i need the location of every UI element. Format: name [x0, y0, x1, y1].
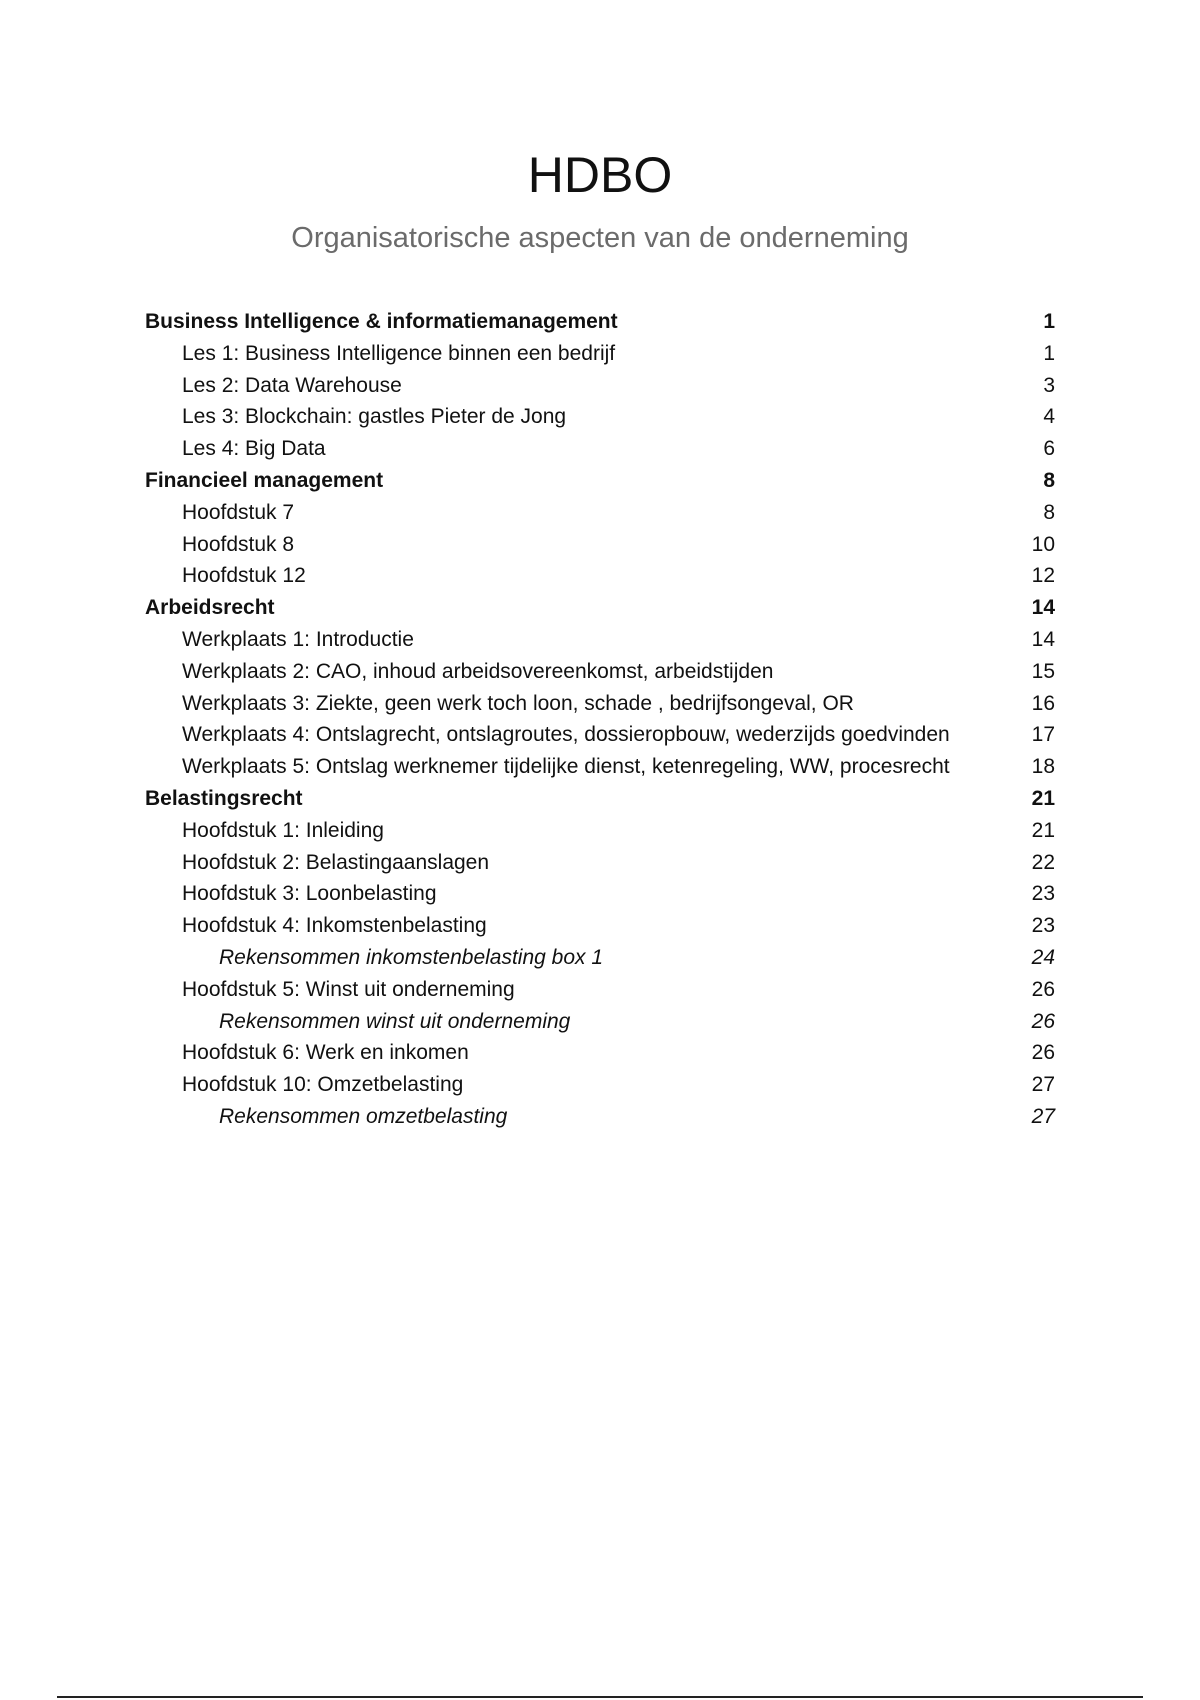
toc-entry-page-number: 1 — [1043, 341, 1055, 365]
toc-entry-level-2[interactable] — [145, 529, 1055, 561]
toc-entry-level-3[interactable] — [145, 1101, 1055, 1133]
toc-entry-page-number: 8 — [1043, 500, 1055, 524]
toc-entry-level-2[interactable] — [145, 560, 1055, 592]
toc-entry-label[interactable]: Les 3: Blockchain: gastles Pieter de Jong — [182, 405, 567, 429]
document-subtitle: Organisatorische aspecten van de onderneming — [291, 222, 909, 254]
toc-entry-page-number: 4 — [1043, 405, 1055, 429]
toc-entry-page-number: 27 — [1031, 1104, 1055, 1128]
toc-entry-page-number: 26 — [1031, 977, 1055, 1001]
toc-entry-page-number: 14 — [1031, 627, 1055, 651]
document-title: HDBO — [527, 147, 673, 203]
toc-entry-label[interactable]: Belastingsrecht — [145, 786, 303, 810]
toc-entry-page-number: 12 — [1031, 564, 1055, 588]
toc-entry-level-2[interactable] — [145, 847, 1055, 879]
toc-entry-level-2[interactable] — [145, 719, 1055, 751]
toc-entry-page-number: 23 — [1031, 882, 1055, 906]
toc-entry-level-3[interactable] — [145, 942, 1055, 974]
toc-entry-level-2[interactable] — [145, 878, 1055, 910]
toc-entry-label[interactable]: Les 1: Business Intelligence binnen een bedrijf — [182, 341, 616, 365]
toc-entry-label[interactable]: Business Intelligence & informatiemanagement — [145, 310, 618, 333]
toc-entry-level-2[interactable] — [145, 1069, 1055, 1101]
toc-entry-label[interactable]: Rekensommen omzetbelasting — [219, 1104, 508, 1128]
toc-entry-label[interactable]: Hoofdstuk 10: Omzetbelasting — [182, 1073, 464, 1097]
toc-entry-label[interactable]: Werkplaats 1: Introductie — [182, 627, 414, 651]
toc-entry-page-number: 14 — [1031, 596, 1055, 620]
toc-entry-level-1[interactable] — [145, 465, 1055, 497]
toc-entry-level-2[interactable] — [145, 815, 1055, 847]
toc-entry-level-2[interactable] — [145, 1037, 1055, 1069]
toc-entry-level-2[interactable] — [145, 370, 1055, 402]
toc-entry-label[interactable]: Hoofdstuk 5: Winst uit onderneming — [182, 977, 515, 1001]
toc-entry-page-number: 18 — [1031, 755, 1055, 779]
toc-entry-label[interactable]: Werkplaats 4: Ontslagrecht, ontslagroutes, dossieropbouw, wederzijds goedvinden — [182, 723, 950, 747]
toc-entry-page-number: 21 — [1031, 818, 1055, 842]
toc-entry-level-2[interactable] — [145, 624, 1055, 656]
toc-entry-page-number: 26 — [1031, 1041, 1055, 1065]
toc-entry-label[interactable]: Les 2: Data Warehouse — [182, 373, 402, 397]
toc-entry-page-number: 8 — [1043, 468, 1055, 492]
toc-entry-level-1[interactable] — [145, 592, 1055, 624]
toc-entry-level-2[interactable] — [145, 433, 1055, 465]
toc-entry-label[interactable]: Hoofdstuk 8 — [182, 532, 295, 556]
toc-entry-page-number: 23 — [1031, 914, 1055, 938]
toc-entry-label[interactable]: Financieel management — [145, 468, 384, 492]
toc-entry-page-number: 6 — [1043, 437, 1055, 461]
toc-entry-page-number: 26 — [1031, 1009, 1055, 1033]
toc-entry-label[interactable]: Hoofdstuk 6: Werk en inkomen — [182, 1041, 469, 1065]
toc-entry-page-number: 10 — [1031, 532, 1055, 556]
toc-entry-label[interactable]: Hoofdstuk 1: Inleiding — [182, 818, 384, 842]
toc-entry-page-number: 3 — [1043, 373, 1055, 397]
toc-entry-level-2[interactable] — [145, 751, 1055, 783]
toc-entry-page-number: 22 — [1031, 850, 1055, 874]
toc-entry-label[interactable]: Hoofdstuk 4: Inkomstenbelasting — [182, 914, 487, 938]
toc-entry-page-number: 21 — [1031, 786, 1055, 810]
toc-entry-label[interactable]: Arbeidsrecht — [145, 596, 275, 620]
toc-entry-level-2[interactable] — [145, 497, 1055, 529]
toc-entry-page-number: 24 — [1031, 945, 1055, 969]
toc-entry-level-1[interactable] — [145, 783, 1055, 815]
toc-entry-label[interactable]: Werkplaats 5: Ontslag werknemer tijdelijke dienst, ketenregeling, WW, procesrecht — [182, 755, 950, 779]
toc-entry-page-number: 15 — [1031, 659, 1055, 683]
toc-entry-label[interactable]: Hoofdstuk 12 — [182, 564, 306, 588]
toc-entry-label[interactable]: Rekensommen winst uit onderneming — [219, 1009, 571, 1033]
toc-entry-label[interactable]: Werkplaats 2: CAO, inhoud arbeidsovereenkomst, arbeidstijden — [182, 659, 774, 683]
toc-entry-level-2[interactable] — [145, 401, 1055, 433]
toc-entry-level-1[interactable] — [145, 306, 1055, 338]
toc-entry-page-number: 1 — [1043, 310, 1055, 333]
toc-entry-label[interactable]: Hoofdstuk 2: Belastingaanslagen — [182, 850, 490, 874]
toc-entry-label[interactable]: Hoofdstuk 3: Loonbelasting — [182, 882, 437, 906]
table-of-contents — [145, 306, 1055, 1133]
toc-entry-level-2[interactable] — [145, 656, 1055, 688]
toc-entry-page-number: 17 — [1031, 723, 1055, 747]
toc-entry-label[interactable]: Hoofdstuk 7 — [182, 500, 295, 524]
footer-divider — [57, 1696, 1143, 1698]
toc-entry-level-2[interactable] — [145, 974, 1055, 1006]
toc-entry-label[interactable]: Werkplaats 3: Ziekte, geen werk toch loon, schade , bedrijfsongeval, OR — [182, 691, 854, 715]
toc-entry-page-number: 27 — [1031, 1073, 1055, 1097]
toc-entry-page-number: 16 — [1031, 691, 1055, 715]
toc-entry-level-2[interactable] — [145, 338, 1055, 370]
toc-entry-level-2[interactable] — [145, 688, 1055, 720]
toc-entry-label[interactable]: Rekensommen inkomstenbelasting box 1 — [219, 945, 604, 969]
toc-entry-label[interactable]: Les 4: Big Data — [182, 437, 326, 461]
toc-entry-level-3[interactable] — [145, 1006, 1055, 1038]
toc-entry-level-2[interactable] — [145, 910, 1055, 942]
